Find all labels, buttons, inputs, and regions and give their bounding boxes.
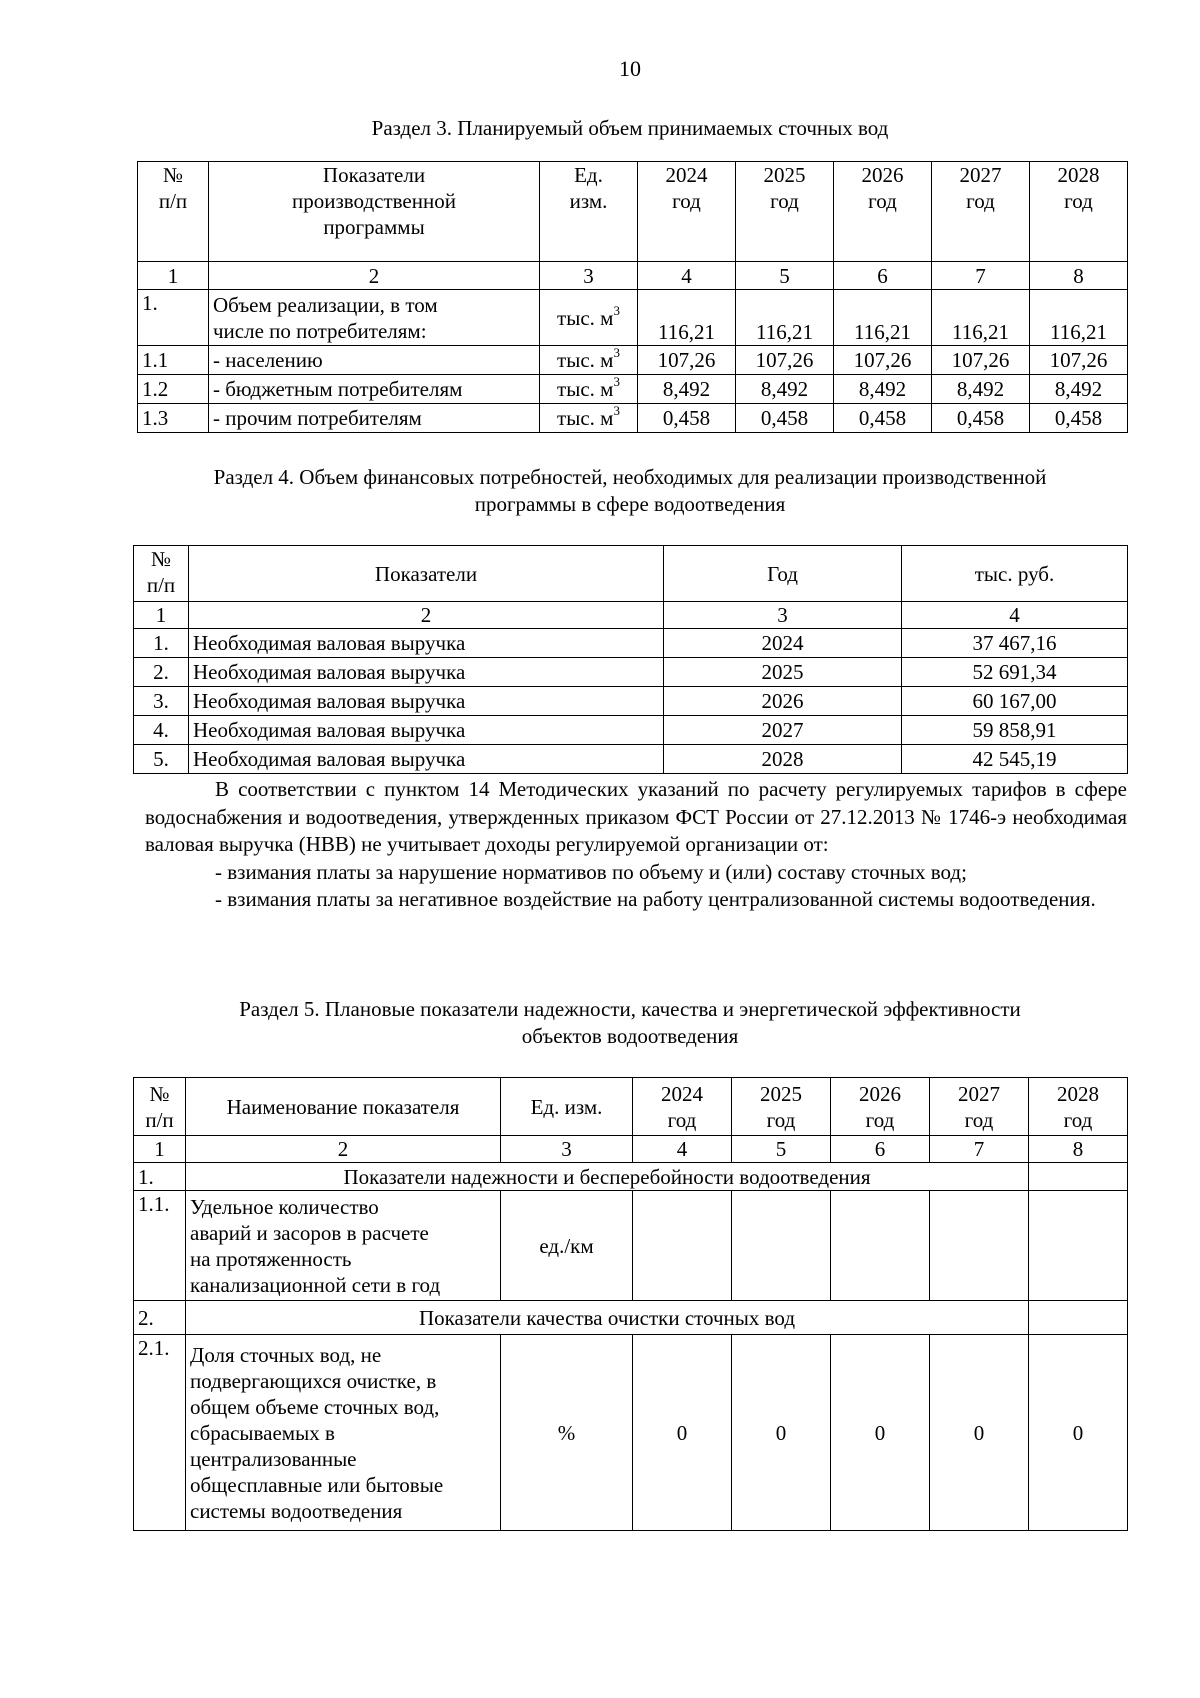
header-amount: тыс. руб. <box>902 546 1128 602</box>
col-number: 1 <box>138 262 209 290</box>
row-name: - прочим потребителям <box>209 404 540 433</box>
col-number: 5 <box>736 262 834 290</box>
empty-cell <box>732 1191 831 1301</box>
row-value: 0 <box>1029 1335 1128 1531</box>
section4-col-numbers-row <box>134 602 1128 629</box>
col-number: 8 <box>1029 1136 1128 1163</box>
table-row <box>134 1335 1128 1531</box>
paragraph-item: - взимания платы за негативное воздействие на работу централизованной системы водоотведения. <box>215 887 1096 911</box>
group-num: 2. <box>134 1301 186 1335</box>
row-unit: ед./км <box>501 1191 633 1301</box>
header-year: 2024 год <box>633 1078 732 1136</box>
header-indicator: Показатели <box>189 546 664 602</box>
row-value: 0 <box>732 1335 831 1531</box>
table-row <box>134 629 1128 658</box>
section4-header-row <box>134 546 1128 602</box>
section4-table <box>133 545 1128 774</box>
row-num: 1.2 <box>138 375 209 404</box>
header-year: 2025 год <box>736 162 834 262</box>
header-year: 2026 год <box>834 162 932 262</box>
empty-cell <box>1029 1163 1128 1191</box>
table-row <box>138 404 1128 433</box>
col-number: 1 <box>134 602 189 629</box>
row-name: Необходимая валовая выручка <box>189 629 664 658</box>
regulation-paragraph <box>145 776 1127 914</box>
col-number: 4 <box>902 602 1128 629</box>
section3-table <box>137 161 1128 433</box>
col-number: 2 <box>186 1136 501 1163</box>
table-row <box>138 346 1128 375</box>
table-row <box>134 658 1128 687</box>
row-value: 116,21 <box>638 290 736 346</box>
row-value: 116,21 <box>834 290 932 346</box>
header-year: 2028 год <box>1029 1078 1128 1136</box>
row-year: 2024 <box>664 629 902 658</box>
header-num: № п/п <box>138 162 209 262</box>
row-year: 2027 <box>664 716 902 745</box>
col-number: 4 <box>633 1136 732 1163</box>
col-number: 2 <box>189 602 664 629</box>
header-year: Год <box>664 546 902 602</box>
col-number: 1 <box>134 1136 186 1163</box>
row-num: 2. <box>134 658 189 687</box>
row-value: 0,458 <box>638 404 736 433</box>
row-num: 4. <box>134 716 189 745</box>
row-name: Необходимая валовая выручка <box>189 687 664 716</box>
header-unit: Ед. изм. <box>501 1078 633 1136</box>
row-value: 0 <box>831 1335 930 1531</box>
row-num: 2.1. <box>134 1335 186 1531</box>
row-value: 0,458 <box>736 404 834 433</box>
section5-header-row <box>134 1078 1128 1136</box>
section3-col-numbers-row <box>138 262 1128 290</box>
table-row <box>138 290 1128 346</box>
row-value: 0,458 <box>932 404 1030 433</box>
header-num: № п/п <box>134 1078 186 1136</box>
page-number: 10 <box>619 56 641 81</box>
row-name: Доля сточных вод, не подвергающихся очистке, в общем объеме сточных вод, сбрасываемых в централизованные общесплавные или бытовые системы водоотведения <box>186 1335 501 1531</box>
section3-header-row <box>138 162 1128 262</box>
group-num: 1. <box>134 1163 186 1191</box>
table-row <box>134 687 1128 716</box>
row-value: 116,21 <box>736 290 834 346</box>
row-unit: тыс. $м^3$ <box>540 346 638 375</box>
header-unit: Ед. изм. <box>540 162 638 262</box>
header-year: 2027 год <box>932 162 1030 262</box>
col-number: 8 <box>1030 262 1128 290</box>
row-year: 2025 <box>664 658 902 687</box>
paragraph-main: В соответствии с пунктом 14 Методических указаний по расчету регулируемых тарифов в сфере водоснабжения и водоотведения, утвержденных приказом ФСТ России от 27.12.2013 № 1746-э необходимая валовая выручка (НВВ) не учитывает доходы регулируемой организации от: <box>145 777 1127 856</box>
row-num: 5. <box>134 745 189 774</box>
row-value: 107,26 <box>736 346 834 375</box>
row-unit: % <box>501 1335 633 1531</box>
row-amount: 59 858,91 <box>902 716 1128 745</box>
row-value: 0,458 <box>834 404 932 433</box>
section3-title: Раздел 3. Планируемый объем принимаемых сточных вод <box>371 116 889 140</box>
row-value: 8,492 <box>932 375 1030 404</box>
row-value: 0 <box>633 1335 732 1531</box>
row-num: 1. <box>134 629 189 658</box>
header-year: 2026 год <box>831 1078 930 1136</box>
header-indicator: Наименование показателя <box>186 1078 501 1136</box>
empty-cell <box>1029 1301 1128 1335</box>
header-year: 2027 год <box>930 1078 1029 1136</box>
header-indicator: Показатели производственной программы <box>209 162 540 262</box>
col-number: 2 <box>209 262 540 290</box>
section5-title: Раздел 5. Плановые показатели надежности, качества и энергетической эффективности объектов водоотведения <box>239 997 1021 1048</box>
row-amount: 42 545,19 <box>902 745 1128 774</box>
table-row <box>134 1191 1128 1301</box>
group-row <box>134 1301 1128 1335</box>
empty-cell <box>930 1191 1029 1301</box>
empty-cell <box>633 1191 732 1301</box>
col-number: 6 <box>831 1136 930 1163</box>
row-amount: 37 467,16 <box>902 629 1128 658</box>
row-num: 1.1 <box>138 346 209 375</box>
row-value: 116,21 <box>1030 290 1128 346</box>
row-num: 1.3 <box>138 404 209 433</box>
header-year: 2028 год <box>1030 162 1128 262</box>
col-number: 6 <box>834 262 932 290</box>
row-value: 0,458 <box>1030 404 1128 433</box>
header-year: 2024 год <box>638 162 736 262</box>
empty-cell <box>831 1191 930 1301</box>
group-title: Показатели качества очистки сточных вод <box>186 1301 1029 1335</box>
col-number: 7 <box>930 1136 1029 1163</box>
empty-cell <box>1029 1191 1128 1301</box>
row-unit: тыс. $м^3$ <box>540 290 638 346</box>
row-value: 0 <box>930 1335 1029 1531</box>
row-value: 8,492 <box>834 375 932 404</box>
row-value: 107,26 <box>932 346 1030 375</box>
row-num: 3. <box>134 687 189 716</box>
col-number: 3 <box>501 1136 633 1163</box>
col-number: 4 <box>638 262 736 290</box>
table-row <box>134 716 1128 745</box>
row-value: 107,26 <box>834 346 932 375</box>
row-unit: тыс. $м^3$ <box>540 375 638 404</box>
row-unit: тыс. $м^3$ <box>540 404 638 433</box>
row-value: 8,492 <box>1030 375 1128 404</box>
header-year: 2025 год <box>732 1078 831 1136</box>
row-name: Удельное количество аварий и засоров в расчете на протяженность канализационной сети в год <box>186 1191 501 1301</box>
table-row <box>134 745 1128 774</box>
row-value: 107,26 <box>638 346 736 375</box>
col-number: 3 <box>540 262 638 290</box>
row-amount: 52 691,34 <box>902 658 1128 687</box>
paragraph-item: - взимания платы за нарушение нормативов по объему и (или) составу сточных вод; <box>215 859 967 884</box>
row-year: 2026 <box>664 687 902 716</box>
group-row <box>134 1163 1128 1191</box>
row-name: - бюджетным потребителям <box>209 375 540 404</box>
row-num: 1. <box>138 290 209 346</box>
row-year: 2028 <box>664 745 902 774</box>
col-number: 7 <box>932 262 1030 290</box>
row-value: 8,492 <box>736 375 834 404</box>
col-number: 3 <box>664 602 902 629</box>
row-value: 8,492 <box>638 375 736 404</box>
header-num: № п/п <box>134 546 189 602</box>
row-value: 107,26 <box>1030 346 1128 375</box>
table-row <box>138 375 1128 404</box>
row-name: Необходимая валовая выручка <box>189 658 664 687</box>
col-number: 5 <box>732 1136 831 1163</box>
section5-col-numbers-row <box>134 1136 1128 1163</box>
row-name: Необходимая валовая выручка <box>189 745 664 774</box>
row-name: - населению <box>209 346 540 375</box>
section5-table <box>133 1077 1128 1531</box>
row-amount: 60 167,00 <box>902 687 1128 716</box>
row-name: Необходимая валовая выручка <box>189 716 664 745</box>
row-value: 116,21 <box>932 290 1030 346</box>
section4-title: Раздел 4. Объем финансовых потребностей, необходимых для реализации производственной программы в сфере водоотведения <box>213 465 1047 516</box>
group-title: Показатели надежности и бесперебойности водоотведения <box>186 1163 1029 1191</box>
row-num: 1.1. <box>134 1191 186 1301</box>
row-name: Объем реализации, в том числе по потребителям: <box>209 290 540 346</box>
